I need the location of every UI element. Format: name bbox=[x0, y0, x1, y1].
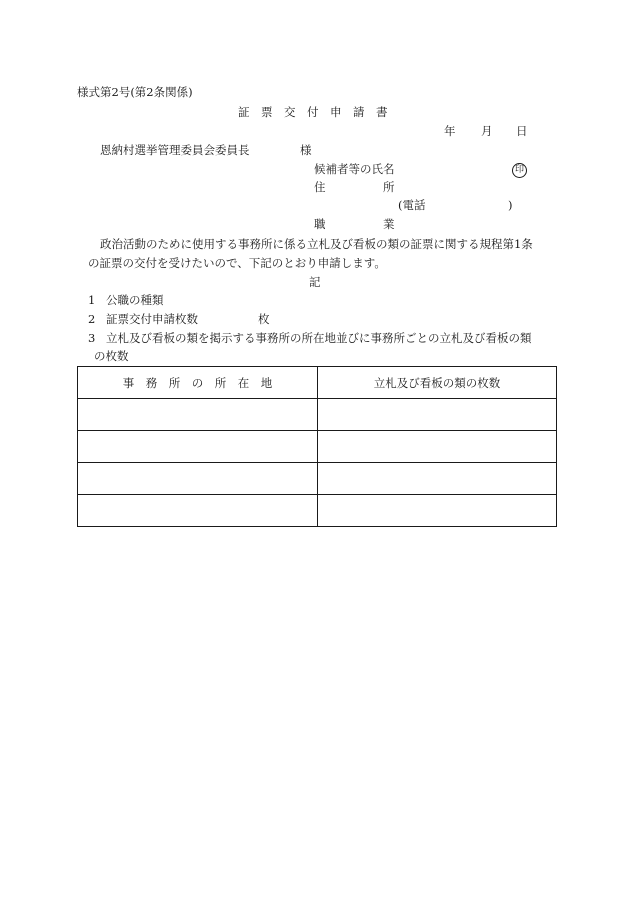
ki-heading: 記 bbox=[309, 275, 321, 289]
seal-icon: 印 bbox=[512, 163, 527, 178]
office-location-cell[interactable] bbox=[78, 495, 318, 527]
sign-count-cell[interactable] bbox=[318, 495, 557, 527]
addressee-honorific: 様 bbox=[300, 143, 312, 157]
address-label: 住 所 bbox=[314, 180, 395, 194]
sign-count-cell[interactable] bbox=[318, 431, 557, 463]
date-day: 日 bbox=[516, 124, 528, 138]
table-row bbox=[78, 495, 557, 527]
occupation-label: 職 業 bbox=[314, 217, 395, 231]
item-3-number: 3 bbox=[88, 331, 96, 345]
sign-count-cell[interactable] bbox=[318, 463, 557, 495]
item-3-text: 立札及び看板の類を掲示する事務所の所在地並びに事務所ごとの立札及び看板の類 bbox=[106, 331, 532, 345]
item-2-number: 2 bbox=[88, 312, 96, 326]
header-sign-count: 立札及び看板の類の枚数 bbox=[318, 367, 557, 399]
sign-count-cell[interactable] bbox=[318, 399, 557, 431]
table-row bbox=[78, 399, 557, 431]
office-location-cell[interactable] bbox=[78, 399, 318, 431]
seal-mark bbox=[512, 161, 527, 178]
office-table bbox=[77, 366, 557, 527]
office-location-cell[interactable] bbox=[78, 431, 318, 463]
table-row bbox=[78, 431, 557, 463]
item-1-number: 1 bbox=[88, 293, 96, 307]
applicant-name-label: 候補者等の氏名 bbox=[314, 162, 395, 176]
table-row bbox=[78, 463, 557, 495]
date-month: 月 bbox=[481, 124, 493, 138]
header-office-location: 事 務 所 の 所 在 地 bbox=[78, 367, 318, 399]
phone-open: (電話 bbox=[398, 198, 426, 212]
table-header-row bbox=[78, 367, 557, 399]
item-2-unit: 枚 bbox=[258, 312, 270, 326]
body-text-line2: の証票の交付を受けたいので、下記のとおり申請します。 bbox=[88, 256, 386, 270]
body-text-line1: 政治活動のために使用する事務所に係る立札及び看板の類の証票に関する規程第1条 bbox=[100, 237, 533, 251]
date-year: 年 bbox=[444, 124, 456, 138]
office-location-cell[interactable] bbox=[78, 463, 318, 495]
item-2-text: 証票交付申請枚数 bbox=[106, 312, 198, 326]
item-1-text: 公職の種類 bbox=[106, 293, 164, 307]
addressee-name: 恩納村選挙管理委員会委員長 bbox=[100, 143, 250, 157]
item-3-continuation: の枚数 bbox=[94, 349, 129, 363]
form-number: 様式第2号(第2条関係) bbox=[77, 85, 193, 99]
phone-close: ) bbox=[508, 198, 513, 212]
document-title: 証 票 交 付 申 請 書 bbox=[238, 105, 388, 119]
